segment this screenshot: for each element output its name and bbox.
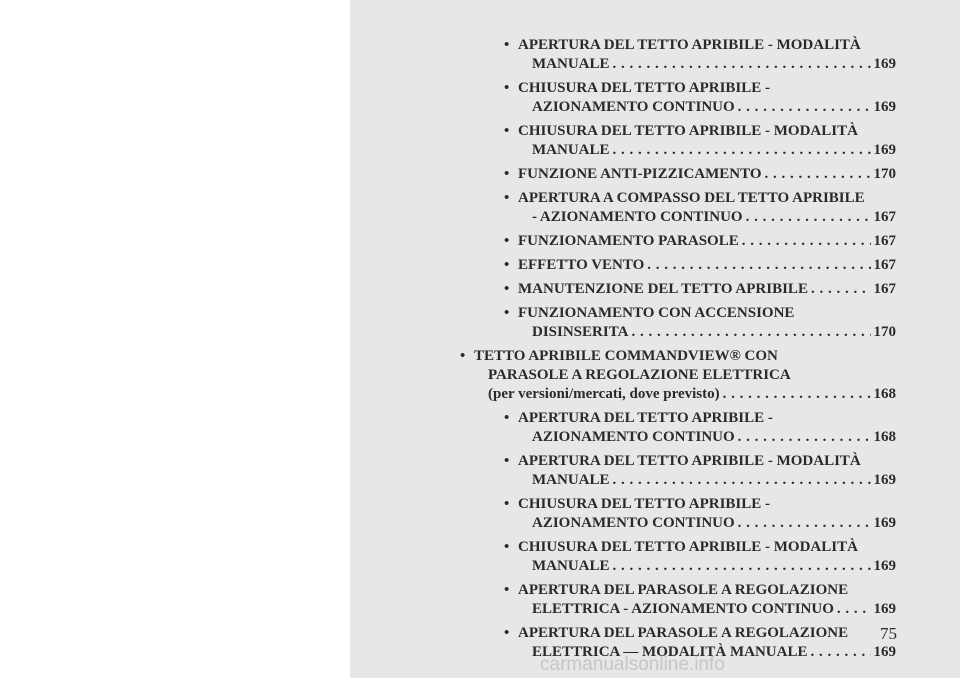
bullet-icon: • xyxy=(504,305,510,321)
bullet-icon: • xyxy=(504,190,510,206)
toc-page-number: 169 xyxy=(873,515,896,531)
table-of-contents xyxy=(460,36,896,667)
toc-page-number: 167 xyxy=(873,281,896,297)
toc-entry xyxy=(504,280,896,299)
dot-leader xyxy=(738,514,871,533)
toc-entry-line xyxy=(518,165,896,184)
toc-entry-title-end: DISINSERITA xyxy=(532,324,629,340)
bullet-icon: • xyxy=(504,166,510,182)
dot-leader xyxy=(647,256,870,275)
toc-page-number: 169 xyxy=(873,601,896,617)
toc-entry-title-continued: PARASOLE A REGOLAZIONE ELETTRICA xyxy=(488,367,791,383)
toc-entry-title-end: MANUALE xyxy=(532,472,610,488)
toc-entry-title-end: EFFETTO VENTO xyxy=(518,257,645,273)
toc-page-number: 169 xyxy=(873,56,896,72)
dot-leader xyxy=(742,232,871,251)
bullet-icon: • xyxy=(504,625,510,641)
toc-entry-line xyxy=(518,55,896,74)
toc-entry xyxy=(504,36,896,74)
toc-entry-title-end: FUNZIONAMENTO PARASOLE xyxy=(518,233,739,249)
toc-page-number: 167 xyxy=(873,233,896,249)
toc-entry-title: APERTURA DEL PARASOLE A REGOLAZIONE xyxy=(518,582,849,598)
toc-entry-title-end: AZIONAMENTO CONTINUO xyxy=(532,429,735,445)
bullet-icon: • xyxy=(460,348,466,364)
toc-entry-title-end: ELETTRICA - AZIONAMENTO CONTINUO xyxy=(532,601,834,617)
toc-entry-line xyxy=(518,98,896,117)
toc-entry xyxy=(504,79,896,117)
bullet-icon: • xyxy=(504,233,510,249)
toc-entry-title-end: AZIONAMENTO CONTINUO xyxy=(532,515,735,531)
toc-entry-title: APERTURA DEL TETTO APRIBILE - MODALITÀ xyxy=(518,37,861,53)
toc-page-number: 167 xyxy=(873,209,896,225)
watermark: carmanualsonline.info xyxy=(540,654,725,675)
toc-list xyxy=(460,36,896,662)
toc-entry-title: APERTURA DEL PARASOLE A REGOLAZIONE xyxy=(518,625,849,641)
toc-entry-line xyxy=(518,256,896,275)
bullet-icon: • xyxy=(504,281,510,297)
toc-entry-title: APERTURA A COMPASSO DEL TETTO APRIBILE xyxy=(518,190,865,206)
toc-entry-title: CHIUSURA DEL TETTO APRIBILE - xyxy=(518,80,771,96)
bullet-icon: • xyxy=(504,257,510,273)
dot-leader xyxy=(746,208,871,227)
dot-leader xyxy=(738,98,871,117)
bullet-icon: • xyxy=(504,496,510,512)
toc-entry-title-end: (per versioni/mercati, dove previsto) xyxy=(488,386,720,402)
toc-page-number: 169 xyxy=(873,99,896,115)
toc-page-number: 169 xyxy=(873,558,896,574)
dot-leader xyxy=(613,55,871,74)
toc-page-number: 169 xyxy=(873,472,896,488)
toc-entry xyxy=(504,581,896,619)
dot-leader xyxy=(613,471,871,490)
toc-entry xyxy=(504,304,896,342)
toc-entry-title: TETTO APRIBILE COMMANDVIEW® CON xyxy=(474,348,778,364)
toc-entry xyxy=(504,495,896,533)
dot-leader xyxy=(738,428,871,447)
toc-entry-title-end: AZIONAMENTO CONTINUO xyxy=(532,99,735,115)
toc-entry-title: CHIUSURA DEL TETTO APRIBILE - MODALITÀ xyxy=(518,123,858,139)
toc-entry-line xyxy=(518,141,896,160)
page-number: 75 xyxy=(880,624,897,643)
toc-entry-line xyxy=(518,471,896,490)
toc-page-number: 170 xyxy=(873,324,896,340)
toc-page-number: 168 xyxy=(873,429,896,445)
toc-entry xyxy=(504,189,896,227)
dot-leader xyxy=(631,323,870,342)
toc-entry-line xyxy=(518,557,896,576)
toc-entry-title-end: MANUTENZIONE DEL TETTO APRIBILE xyxy=(518,281,808,297)
bullet-icon: • xyxy=(504,410,510,426)
toc-entry-title-end: FUNZIONE ANTI-PIZZICAMENTO xyxy=(518,166,762,182)
toc-page-number: 167 xyxy=(873,257,896,273)
bullet-icon: • xyxy=(504,80,510,96)
toc-entry-line xyxy=(518,232,896,251)
bullet-icon: • xyxy=(504,123,510,139)
bullet-icon: • xyxy=(504,539,510,555)
toc-entry-title: APERTURA DEL TETTO APRIBILE - xyxy=(518,410,773,426)
dot-leader xyxy=(613,141,871,160)
manual-page xyxy=(350,0,960,678)
dot-leader xyxy=(613,557,871,576)
bullet-icon: • xyxy=(504,582,510,598)
bullet-icon: • xyxy=(504,37,510,53)
toc-page-number: 169 xyxy=(873,142,896,158)
toc-entry-title: CHIUSURA DEL TETTO APRIBILE - xyxy=(518,496,771,512)
toc-entry xyxy=(504,409,896,447)
toc-entry-title-end: MANUALE xyxy=(532,558,610,574)
toc-page-number: 169 xyxy=(873,644,896,660)
dot-leader xyxy=(837,600,871,619)
toc-entry-line xyxy=(474,385,896,404)
toc-entry xyxy=(504,538,896,576)
dot-leader xyxy=(811,280,871,299)
dot-leader xyxy=(723,385,871,404)
toc-entry-title: APERTURA DEL TETTO APRIBILE - MODALITÀ xyxy=(518,453,861,469)
toc-entry-title-end: MANUALE xyxy=(532,142,610,158)
toc-entry-line xyxy=(518,428,896,447)
toc-entry-title-end: ELETTRICA — MODALITÀ MANUALE xyxy=(532,644,808,660)
dot-leader xyxy=(765,165,871,184)
toc-page-number: 168 xyxy=(873,386,896,402)
toc-entry xyxy=(504,122,896,160)
toc-entry-line xyxy=(518,208,896,227)
toc-entry-line xyxy=(518,280,896,299)
toc-entry xyxy=(504,452,896,490)
toc-entry-title-end: - AZIONAMENTO CONTINUO xyxy=(532,209,743,225)
toc-entry-line xyxy=(518,600,896,619)
toc-entry xyxy=(504,256,896,275)
toc-entry xyxy=(504,165,896,184)
toc-entry-line xyxy=(518,323,896,342)
toc-page-number: 170 xyxy=(873,166,896,182)
toc-entry-title: CHIUSURA DEL TETTO APRIBILE - MODALITÀ xyxy=(518,539,858,555)
toc-entry-line xyxy=(518,514,896,533)
toc-entry xyxy=(460,347,896,404)
dot-leader xyxy=(810,643,870,662)
left-margin xyxy=(0,0,350,678)
toc-entry-title: FUNZIONAMENTO CON ACCENSIONE xyxy=(518,305,795,321)
toc-entry xyxy=(504,232,896,251)
toc-entry-title-end: MANUALE xyxy=(532,56,610,72)
bullet-icon: • xyxy=(504,453,510,469)
